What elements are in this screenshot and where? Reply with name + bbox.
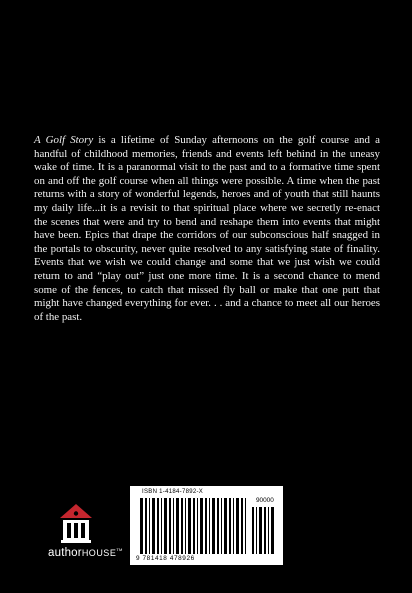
isbn-label: ISBN 1-4184-7892-X (142, 489, 204, 495)
ean-digits: 9 781418 478926 (136, 555, 195, 562)
publisher-name: authorHOUSE™ (48, 547, 123, 559)
book-title: A Golf Story (34, 134, 94, 146)
back-cover-blurb (34, 134, 380, 324)
barcode-bars (140, 498, 246, 554)
price-barcode-bars (252, 507, 276, 554)
isbn-barcode (130, 486, 283, 565)
blurb-text: is a lifetime of Sunday afternoons on the golf course and a handful of childhood memories, friends and events left behind in the uneasy wake of time. It is a paranormal visit to the past and to a formative time spent on and off the golf course when all things were possible. A time when the past returns with a story of wonderful legends, heroes and of youth that still haunts my daily life...it is a revisit to that spiritual place where we secretly re-enact the scenes that were and try to bend and reshape them into events that might have been. Epics that drape the corridors of our subconscious half snagged in the portals to obscurity, never quite resolved to any satisfying state of finality. Events that we wish we could change and some that we just wish we could return to and “play out” just one more time. It is a second chance to mend some of the fences, to catch that missed fly ball or make that one putt that might have changed everything for ever. . . and a chance to meet all our heroes of the past. (34, 134, 380, 323)
book-house-icon (59, 503, 93, 543)
price-code: 90000 (256, 497, 274, 504)
